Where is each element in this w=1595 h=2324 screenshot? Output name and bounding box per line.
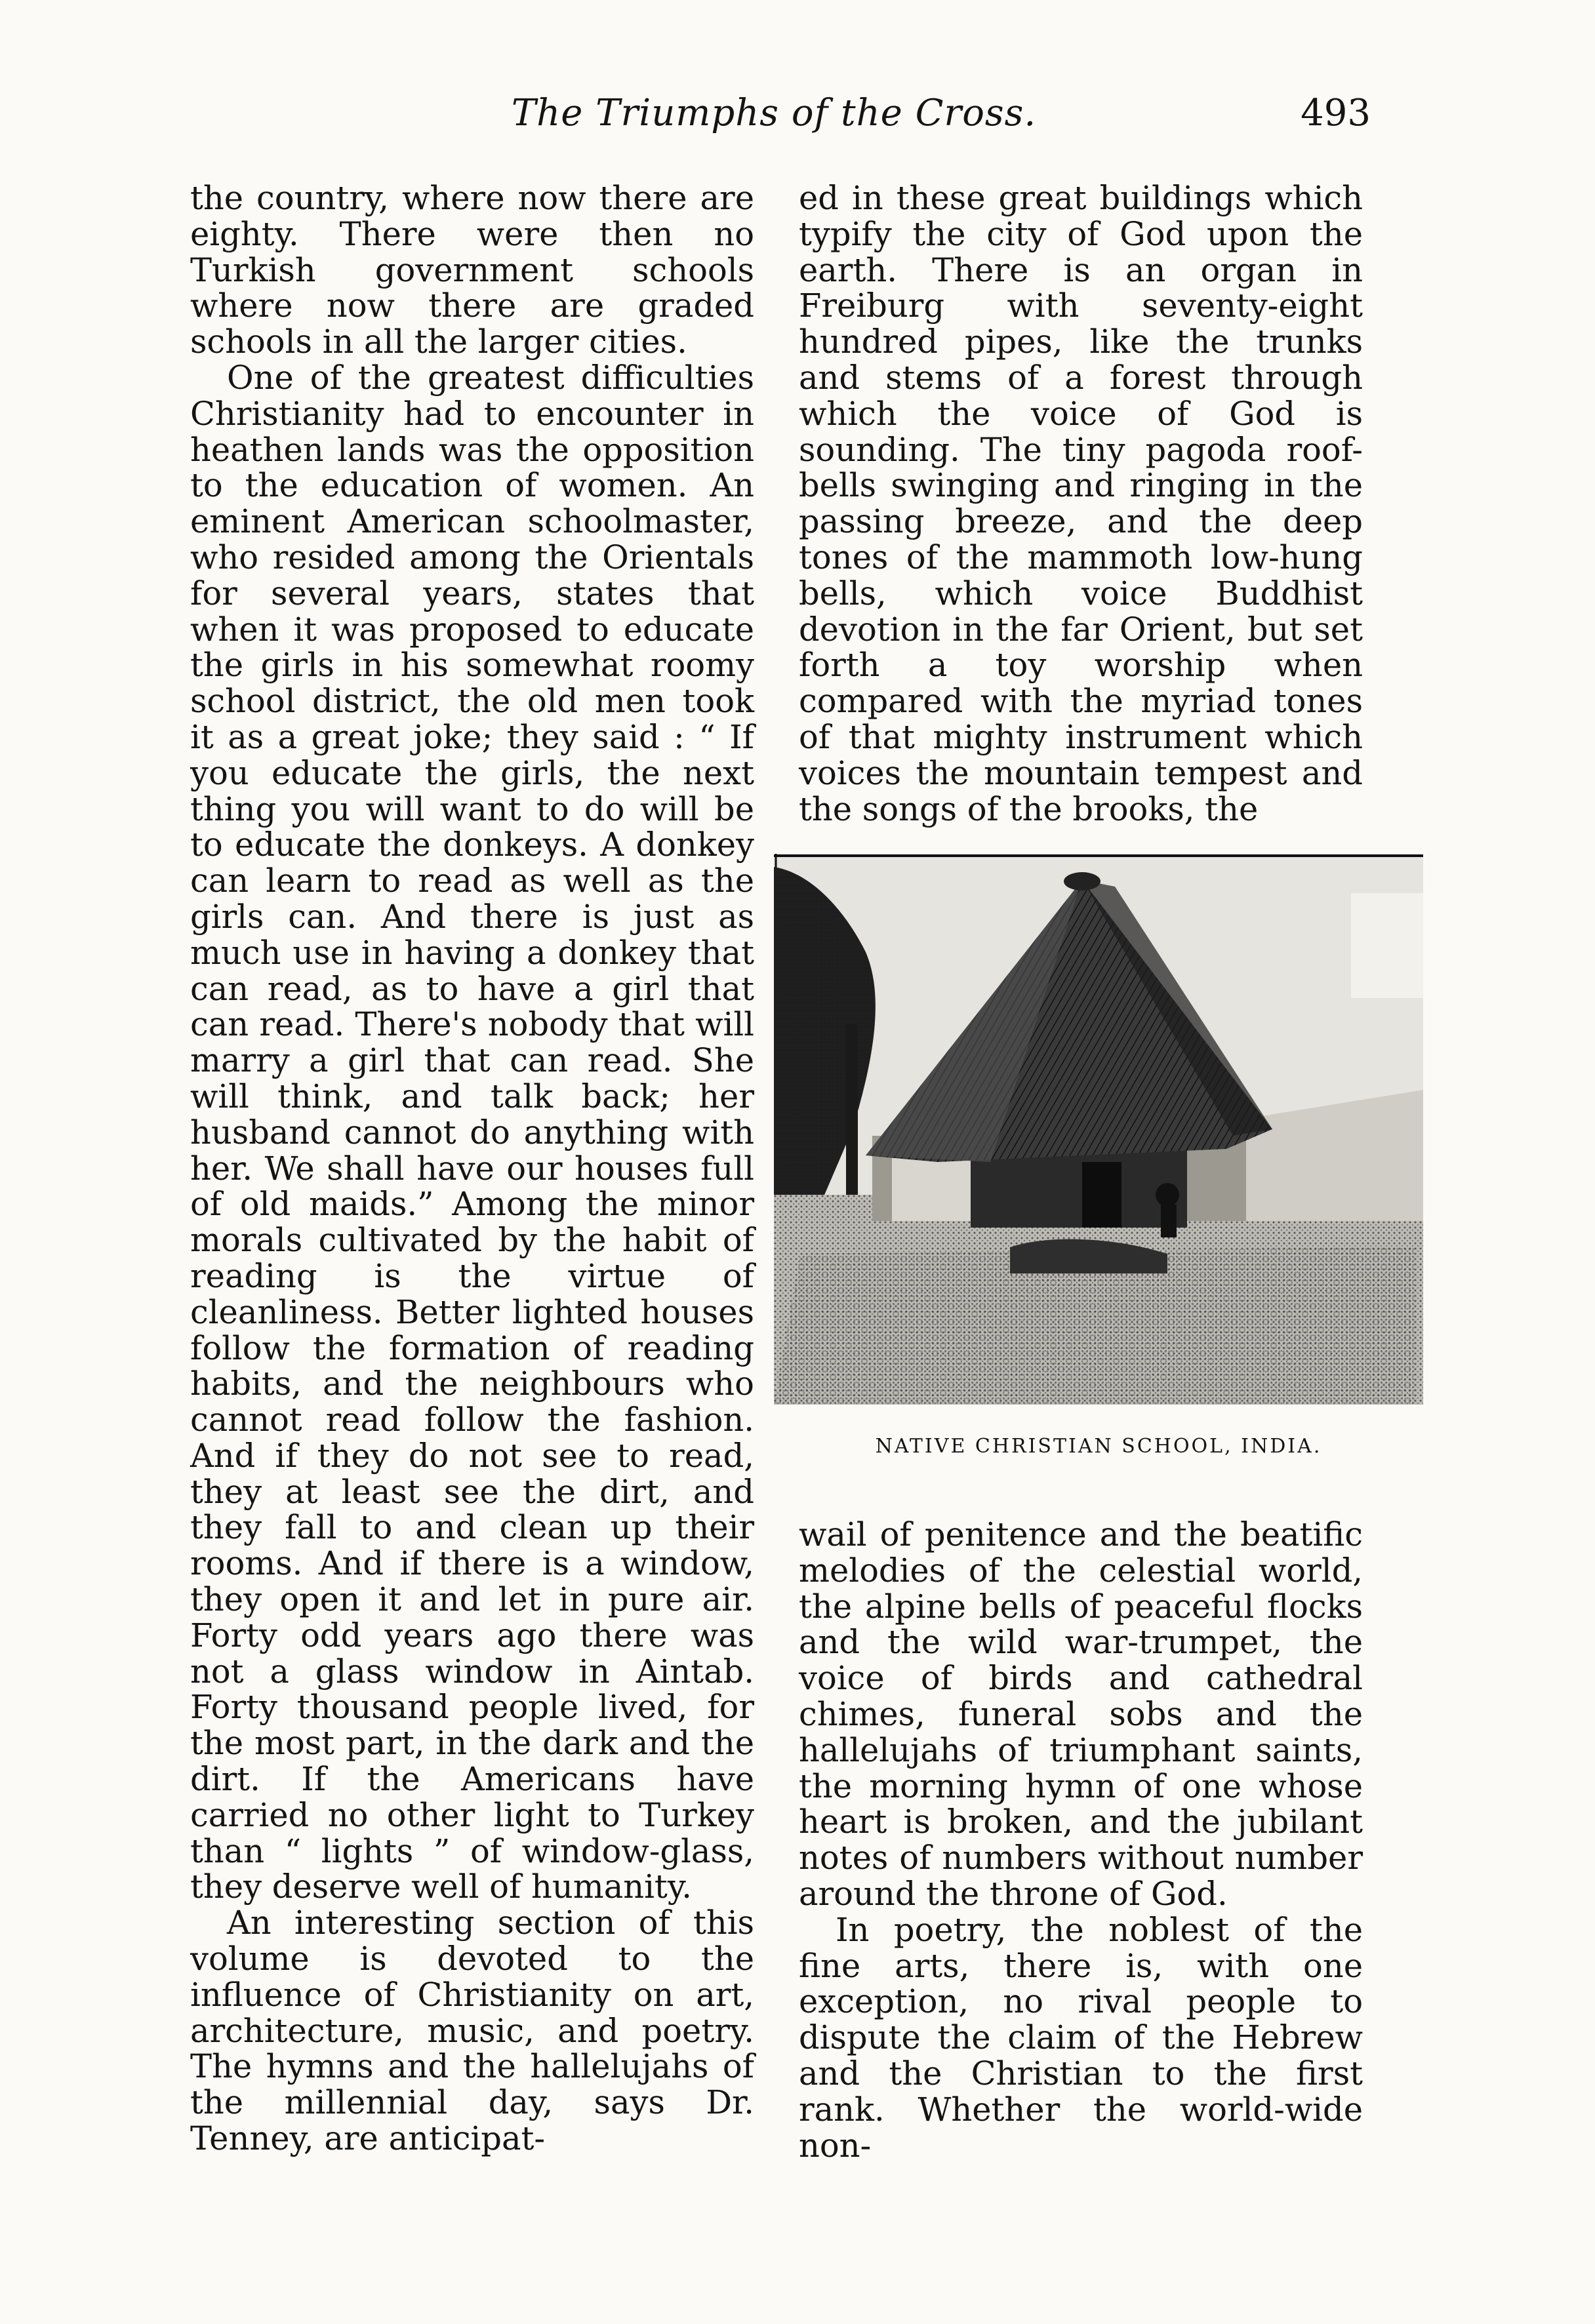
page-number: 493	[1301, 92, 1371, 134]
running-head	[190, 85, 1371, 144]
paragraph: wail of penitence and the beatific melodies of the celestial world, the alpine bells of peaceful flocks and the wild war-trumpet, the voice of birds and cathedral chimes, funeral sobs and the hallelujahs of triumphant saints, the morning hymn of one whose heart is broken, and the jubilant notes of numbers without number around the throne of God.	[799, 1515, 1363, 1913]
figure-caption: NATIVE CHRISTIAN SCHOOL, INDIA.	[875, 1435, 1322, 1458]
paragraph: the country, where now there are eighty. There were then no Turkish government schools where now there are graded schools in all the larger cities.	[190, 179, 754, 361]
right-column-bottom	[799, 1517, 1363, 2163]
paragraph: One of the greatest difficulties Christianity had to encounter in heathen lands was the opposition to the education of women. An eminent American schoolmaster, who resided among the Orientals for several years, states that when it was proposed to educate the girls in his somewhat roomy school district, the old men took it as a great joke; they said : “ If you educate the girls, the next thing you will want to do will be to educate the donkeys. A donkey can learn to read as well as the girls can. And there is just as much use in having a donkey that can read, as to have a girl that can read. There's nobody that will marry a girl that can read. She will think, and talk back; her husband cannot do anything with her. We shall have our houses full of old maids.” Among the minor morals cultivated by the habit of reading is the virtue of cleanliness. Better lighted houses follow the formation of reading habits, and the neighbours who cannot read follow the fashion. And if they do not see to read, they at least see the dirt, and they fall to and clean up their rooms. And if there is a window, they open it and let in pure air. Forty odd years ago there was not a glass window in Aintab. Forty thousand people lived, for the most part, in the dark and the dirt. If the Americans have carried no other light to Turkey than “ lights ” of window-glass, they deserve well of humanity.	[190, 358, 754, 1906]
paragraph: An interesting section of this volume is devoted to the influence of Christianity on art, architecture, music, and poetry. The hymns and the hallelujahs of the millennial day, says Dr. Tenney, are anticipat-	[190, 1904, 754, 2158]
running-title: The Triumphs of the Cross.	[511, 92, 1037, 134]
right-column-top	[799, 180, 1363, 827]
school-hut-illustration	[774, 854, 1423, 1405]
halftone-photo	[774, 854, 1423, 1405]
paragraph: In poetry, the noblest of the fine arts, there is, with one exception, no rival people to dispute the claim of the Hebrew and the Christian to the first rank. Whether the world-wide non-	[799, 1910, 1363, 2165]
left-column	[190, 180, 754, 2157]
paragraph: ed in these great buildings which typify the city of God upon the earth. There is an organ in Freiburg with seventy-eight hundred pipes, like the trunks and stems of a forest through which the voice of God is sounding. The tiny pagoda roof-bells swinging and ringing in the passing breeze, and the deep tones of the mammoth low-hung bells, which voice Buddhist devotion in the far Orient, but set forth a toy worship when compared with the myriad tones of that mighty instrument which voices the mountain tempest and the songs of the brooks, the	[799, 179, 1363, 828]
